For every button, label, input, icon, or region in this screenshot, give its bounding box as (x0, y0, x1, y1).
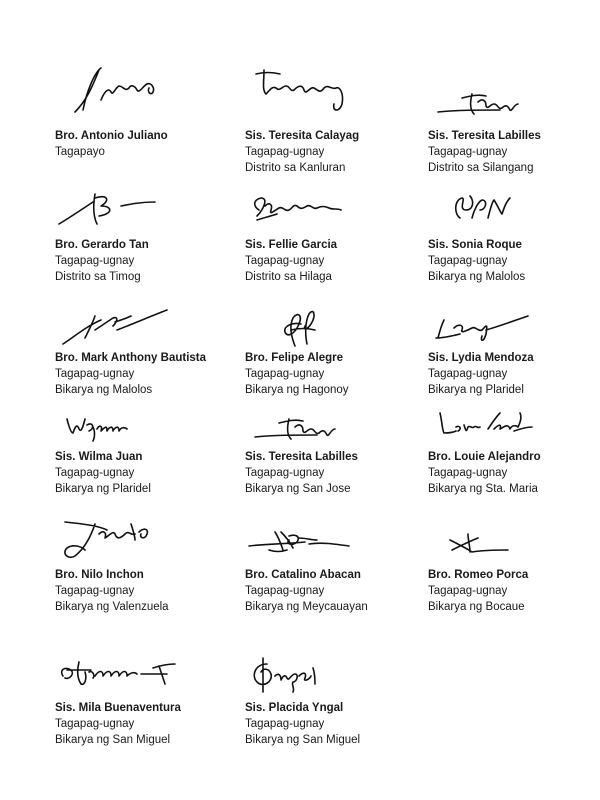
signatory-role: Tagapag-ugnay (55, 467, 135, 479)
signatory-role: Tagapag-ugnay (245, 255, 325, 267)
signature-image (245, 510, 365, 566)
signatory-name: Sis. Teresita Labilles (428, 130, 541, 142)
signatory-name: Bro. Louie Alejandro (428, 451, 541, 463)
signatory-area: Bikarya ng San Miguel (55, 734, 171, 746)
signatory-name: Sis. Teresita Labilles (245, 451, 358, 463)
signatory-role: Tagapag-ugnay (55, 585, 135, 597)
signature-image (250, 60, 370, 120)
signatory-area: Bikarya ng Plaridel (55, 483, 151, 495)
signatory-role: Tagapag-ugnay (245, 368, 325, 380)
signature-image (438, 510, 528, 566)
signatory-area: Bikarya ng Plaridel (428, 384, 524, 396)
signatory-name: Bro. Romeo Porca (428, 569, 529, 581)
signature-image (428, 300, 538, 350)
signatory-name: Sis. Placida Yngal (245, 702, 344, 714)
signatory-area: Bikarya ng Malolos (428, 271, 526, 283)
signatory-area: Distrito sa Hilaga (245, 271, 332, 283)
signatory-area: Distrito sa Timog (55, 271, 141, 283)
signature-image (55, 510, 165, 566)
signatory-name: Sis. Lydia Mendoza (428, 352, 534, 364)
signatory-role: Tagapag-ugnay (245, 585, 325, 597)
signatory-name: Sis. Fellie Garcia (245, 239, 338, 251)
signatory-area: Bikarya ng Malolos (55, 384, 153, 396)
signature-image (55, 300, 185, 350)
signatory-name: Bro. Gerardo Tan (55, 239, 149, 251)
signatory-role: Tagapag-ugnay (55, 255, 135, 267)
signatory-area: Bikarya ng Meycauayan (245, 601, 368, 613)
signature-image (265, 300, 345, 350)
signatory-area: Bikarya ng Sta. Maria (428, 483, 538, 495)
signatory-name: Bro. Antonio Juliano (55, 130, 168, 142)
signatory-name: Sis. Sonia Roque (428, 239, 522, 251)
signature-image (245, 180, 365, 235)
signatory-area: Bikarya ng San Miguel (245, 734, 361, 746)
signatory-area: Bikarya ng Hagonoy (245, 384, 349, 396)
signatory-name: Bro. Mark Anthony Bautista (55, 352, 207, 364)
signatory-name: Sis. Wilma Juan (55, 451, 143, 463)
signatory-role: Tagapag-ugnay (428, 585, 508, 597)
signatory-name: Bro. Felipe Alegre (245, 352, 343, 364)
signature-image (428, 60, 548, 120)
signature-image (436, 403, 546, 447)
signatory-role: Tagapag-ugnay (55, 718, 135, 730)
signatory-role: Tagapag-ugnay (245, 146, 325, 158)
signature-image (63, 403, 153, 447)
signature-image (245, 648, 345, 698)
signatory-area: Bikarya ng San Jose (245, 483, 351, 495)
signature-image (444, 180, 524, 235)
signatory-role: Tagapayo (55, 146, 105, 158)
signature-image (65, 60, 175, 120)
signatory-name: Sis. Mila Buenaventura (55, 702, 181, 714)
signatory-role: Tagapag-ugnay (245, 467, 325, 479)
signatory-role: Tagapag-ugnay (428, 368, 508, 380)
signature-image (55, 180, 175, 235)
signatory-name: Bro. Nilo Inchon (55, 569, 144, 581)
signatory-area: Distrito sa Silangang (428, 162, 534, 174)
signatory-area: Bikarya ng Bocaue (428, 601, 525, 613)
signature-image (55, 648, 185, 698)
signatory-role: Tagapag-ugnay (428, 467, 508, 479)
signatory-role: Tagapag-ugnay (245, 718, 325, 730)
signatory-role: Tagapag-ugnay (428, 255, 508, 267)
signatory-area: Bikarya ng Valenzuela (55, 601, 169, 613)
signatory-area: Distrito sa Kanluran (245, 162, 346, 174)
signatory-role: Tagapag-ugnay (428, 146, 508, 158)
signatory-role: Tagapag-ugnay (55, 368, 135, 380)
signatory-name: Sis. Teresita Calayag (245, 130, 360, 142)
signature-image (245, 403, 365, 447)
signatory-name: Bro. Catalino Abacan (245, 569, 361, 581)
